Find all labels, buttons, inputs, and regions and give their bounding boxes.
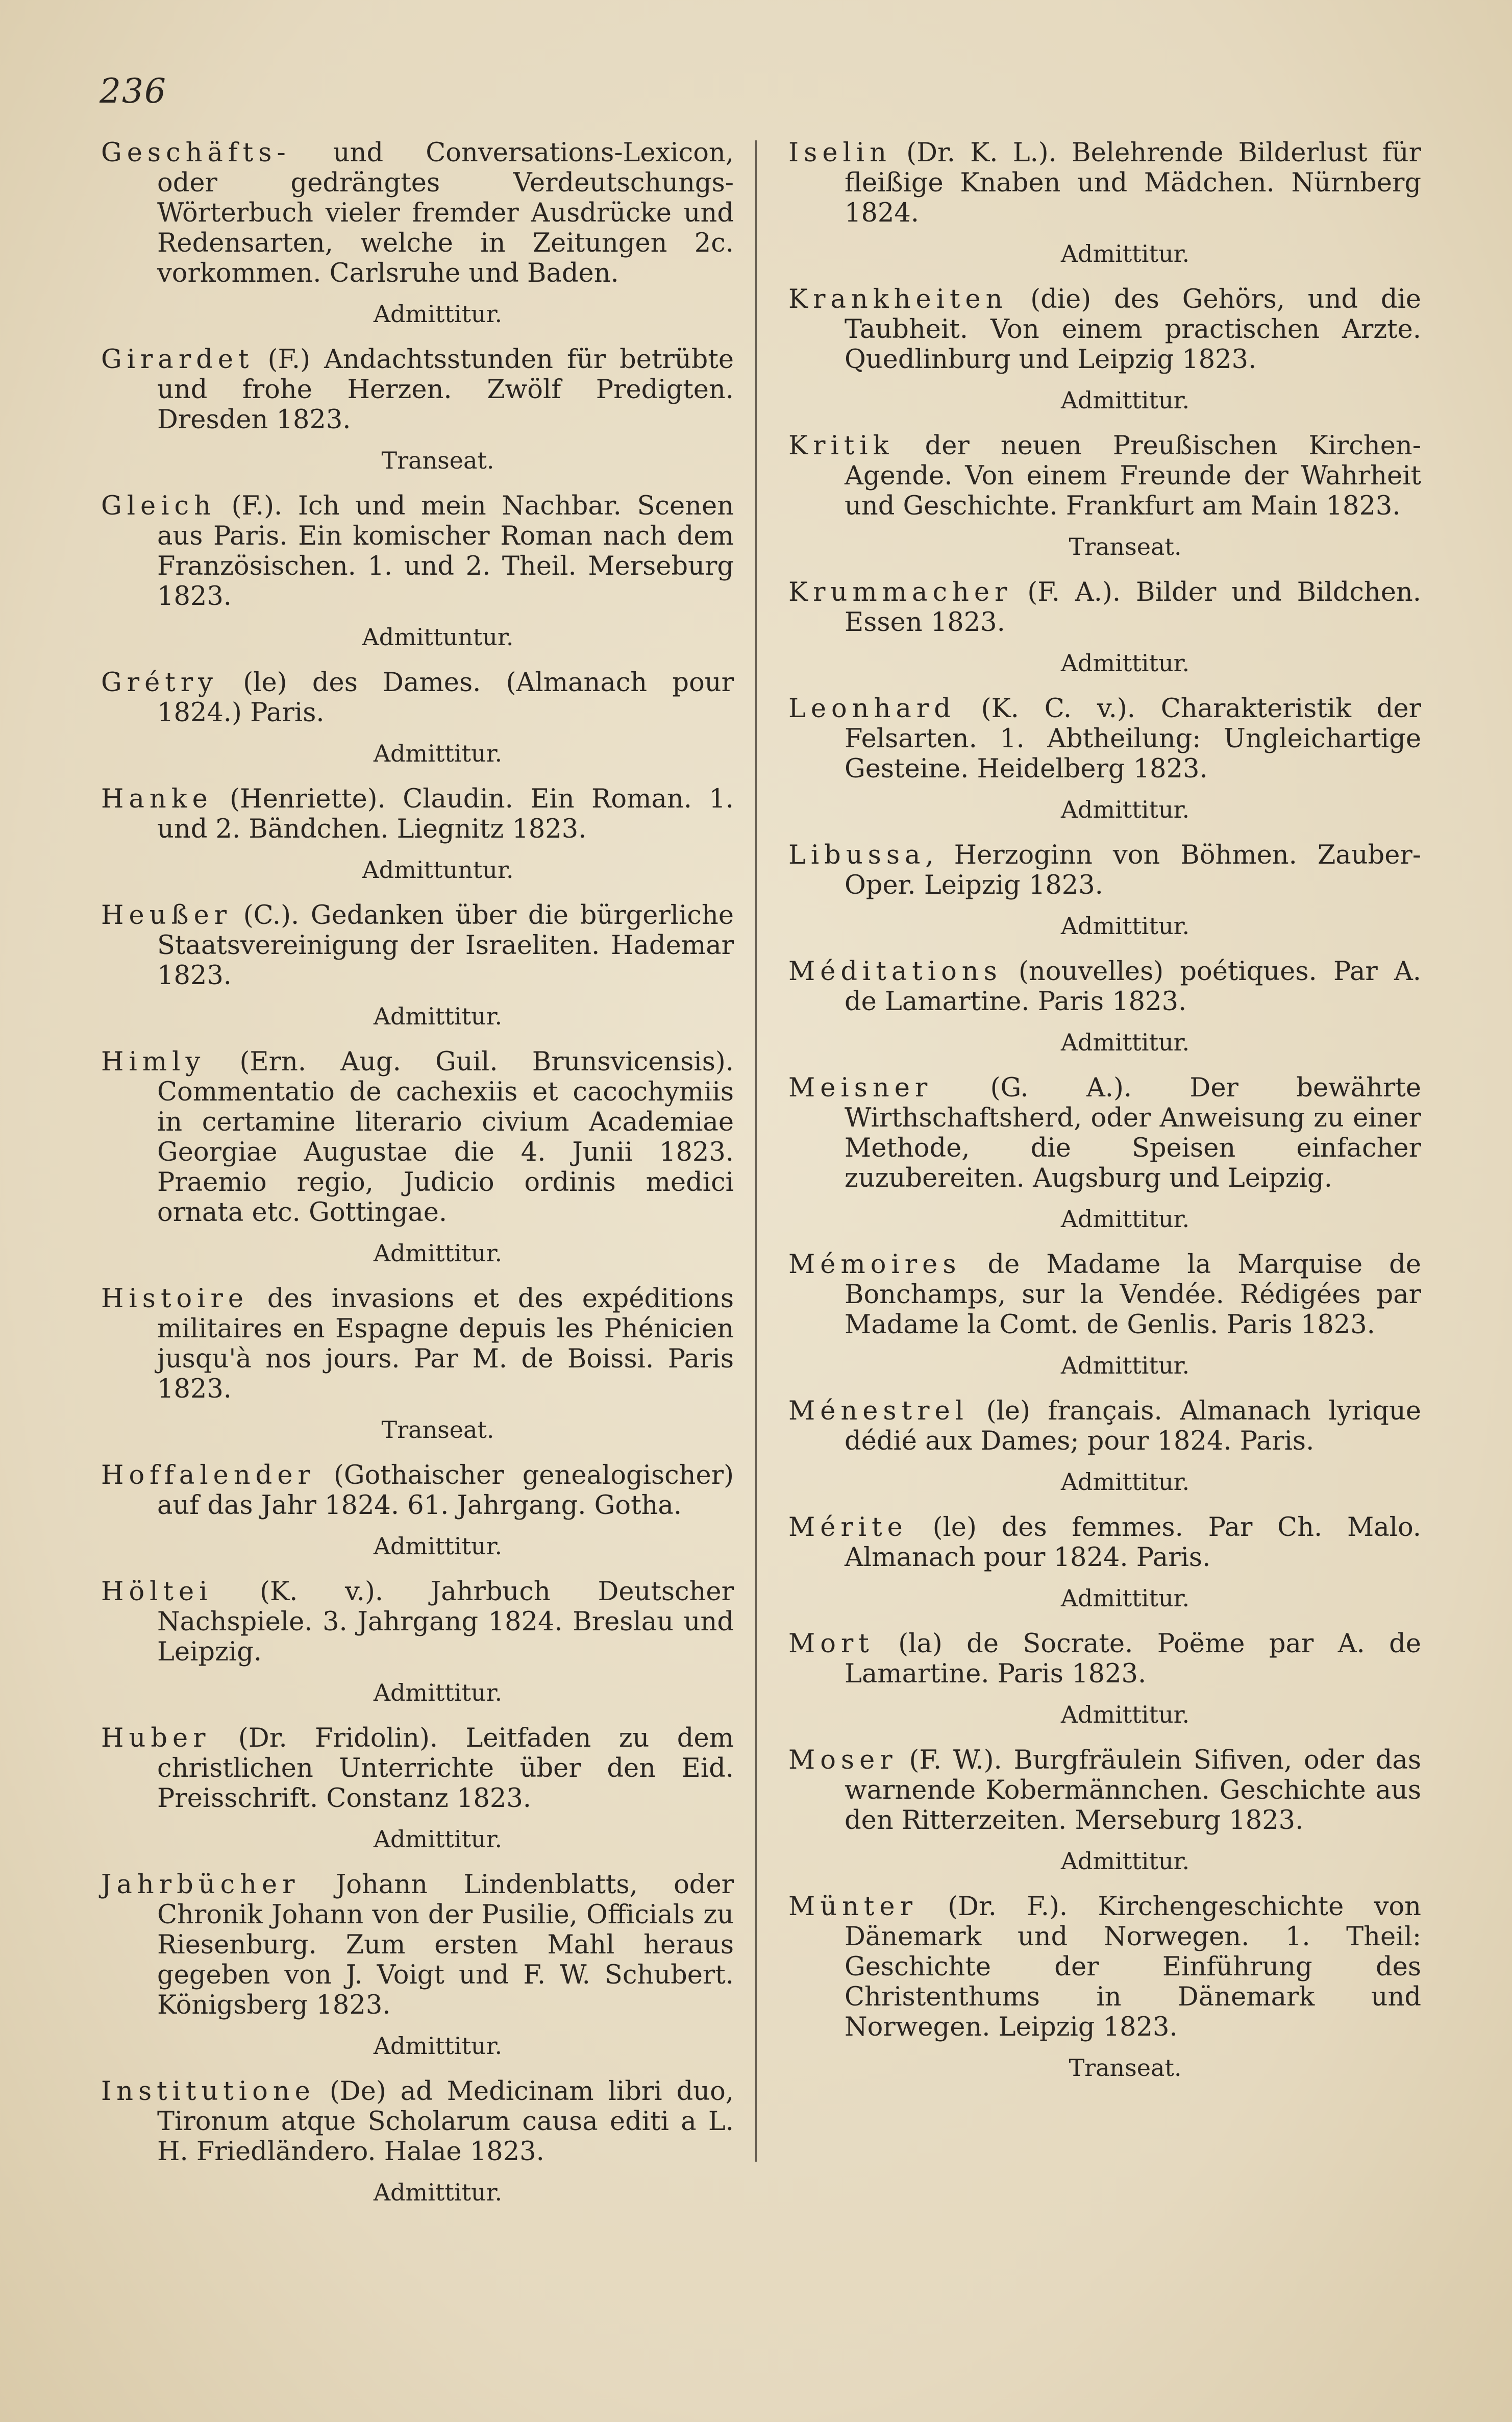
- entry-verdict: Transeat.: [1069, 533, 1182, 560]
- entry-heading: Gleich: [101, 491, 216, 521]
- entry-verdict: Admittitur.: [1060, 649, 1190, 677]
- catalog-entry: [788, 840, 1421, 940]
- entry-heading: Krankheiten: [788, 284, 1008, 314]
- catalog-entry: [101, 491, 734, 651]
- catalog-entry: [788, 957, 1421, 1057]
- entry-heading: Krummacher: [788, 577, 1012, 607]
- entry-verdict: Admittitur.: [1060, 1847, 1190, 1875]
- entry-body: (De) ad Medicinam libri duo, Tironum atque Scholarum causa editi a L. H. Friedländero. Halae 1823.: [157, 2076, 734, 2167]
- entry-body: de Madame la Marquise de Bonchamps, sur la Vendée. Rédigées par Madame la Comt. de Genlis. Paris 1823.: [845, 1250, 1421, 1340]
- entry-verdict: Admittitur.: [373, 2179, 503, 2206]
- catalog-entry: [101, 668, 734, 768]
- entry-body: , Herzoginn von Böhmen. Zauber-Oper. Leipzig 1823.: [845, 840, 1421, 900]
- entry-verdict: Admittitur.: [1060, 1584, 1190, 1612]
- entry-verdict: Transeat.: [381, 1416, 494, 1444]
- entry-verdict: Admittitur.: [1060, 1701, 1190, 1728]
- entry-heading: Kritik: [788, 431, 894, 461]
- entry-verdict: Admittitur.: [1060, 1352, 1190, 1379]
- entry-text: [788, 1745, 1421, 1836]
- entry-heading: Himly: [101, 1047, 206, 1077]
- entry-heading: Girardet: [101, 345, 254, 375]
- entry-heading: Huber: [101, 1723, 211, 1753]
- entry-verdict: Admittitur.: [373, 1239, 503, 1267]
- entry-verdict: Admittitur.: [373, 1002, 503, 1030]
- entry-verdict: Admittitur.: [1060, 912, 1190, 940]
- entry-text: [788, 957, 1421, 1017]
- catalog-entry: [788, 1250, 1421, 1380]
- entry-verdict: Admittitur.: [373, 2032, 503, 2060]
- catalog-entry: [101, 1047, 734, 1267]
- catalog-entry: [101, 345, 734, 475]
- entry-verdict: Admittitur.: [1060, 796, 1190, 823]
- entry-body: (Dr. F.). Kirchengeschichte von Dänemark und Norwegen. 1. Theil: Geschichte der Einführung des Christenthums in Dänemark und Norwegen. Leipzig 1823.: [845, 1892, 1421, 2042]
- entry-body: der neuen Preußischen Kirchen-Agende. Von einem Freunde der Wahrheit und Geschichte. Frankfurt am Main 1823.: [845, 431, 1421, 521]
- entry-text: [788, 431, 1421, 521]
- entry-body: (Henriette). Claudin. Ein Roman. 1. und 2. Bändchen. Liegnitz 1823.: [157, 784, 734, 844]
- entry-text: [101, 2076, 734, 2167]
- entry-heading: Geschäfts-: [101, 138, 291, 168]
- entry-text: [101, 784, 734, 844]
- entry-verdict: Admittitur.: [373, 1825, 503, 1853]
- entry-verdict: Admittitur.: [373, 740, 503, 767]
- entry-text: [788, 138, 1421, 228]
- entry-body: (le) des femmes. Par Ch. Malo. Almanach pour 1824. Paris.: [845, 1512, 1421, 1573]
- entry-body: (F. A.). Bilder und Bildchen. Essen 1823.: [845, 577, 1421, 638]
- entry-text: [101, 1577, 734, 1667]
- entry-body: (Dr. K. L.). Belehrende Bilderlust für fleißige Knaben und Mädchen. Nürnberg 1824.: [845, 138, 1421, 228]
- entry-text: [788, 840, 1421, 900]
- entry-heading: Hanke: [101, 784, 213, 814]
- entry-text: [788, 1512, 1421, 1573]
- entry-heading: Jahrbücher: [101, 1870, 300, 1900]
- entry-heading: Münter: [788, 1892, 918, 1922]
- entry-verdict: Admittitur.: [1060, 386, 1190, 414]
- catalog-entry: [788, 577, 1421, 677]
- entry-body: und Conversations-Lexicon, oder gedrängtes Verdeutschungs-Wörterbuch vieler fremder Ausdrücke und Redensarten, welche in Zeitungen 2c. vorkommen. Carlsruhe und Baden.: [157, 138, 734, 288]
- left-column: [101, 138, 734, 2223]
- catalog-entry: [101, 1577, 734, 1707]
- catalog-entry: [788, 284, 1421, 414]
- entry-text: [101, 1460, 734, 1521]
- catalog-entry: [101, 1460, 734, 1560]
- entry-heading: Höltei: [101, 1577, 213, 1607]
- column-divider: [755, 140, 757, 2162]
- catalog-entry: [101, 2076, 734, 2207]
- entry-text: [788, 1396, 1421, 1456]
- entry-text: [101, 1870, 734, 2020]
- entry-body: (F.). Ich und mein Nachbar. Scenen aus Paris. Ein komischer Roman nach dem Französischen. 1. und 2. Theil. Merseburg 1823.: [157, 491, 734, 611]
- catalog-entry: [788, 1629, 1421, 1729]
- catalog-entry: [101, 900, 734, 1031]
- entry-text: [101, 345, 734, 435]
- entry-body: (Gothaischer genealogischer) auf das Jahr 1824. 61. Jahrgang. Gotha.: [157, 1460, 734, 1521]
- entry-heading: Méditations: [788, 957, 1002, 987]
- entry-heading: Grétry: [101, 668, 218, 698]
- entry-body: (C.). Gedanken über die bürgerliche Staatsvereinigung der Israeliten. Hademar 1823.: [157, 900, 734, 991]
- entry-text: [101, 668, 734, 728]
- entry-text: [788, 284, 1421, 375]
- entry-verdict: Admittitur.: [1060, 1029, 1190, 1056]
- entry-body: (K. v.). Jahrbuch Deutscher Nachspiele. 3. Jahrgang 1824. Breslau und Leipzig.: [157, 1577, 734, 1667]
- entry-verdict: Transeat.: [381, 447, 494, 474]
- entry-verdict: Admittitur.: [373, 1532, 503, 1560]
- entry-verdict: Transeat.: [1069, 2054, 1182, 2082]
- entry-body: (F.) Andachtsstunden für betrübte und frohe Herzen. Zwölf Predigten. Dresden 1823.: [157, 345, 734, 435]
- entry-text: [101, 1284, 734, 1404]
- entry-body: (Dr. Fridolin). Leitfaden zu dem christlichen Unterrichte über den Eid. Preisschrift. Constanz 1823.: [157, 1723, 734, 1814]
- entry-heading: Libussa: [788, 840, 926, 870]
- catalog-entry: [788, 1512, 1421, 1612]
- entry-text: [101, 491, 734, 611]
- entry-body: (K. C. v.). Charakteristik der Felsarten. 1. Abtheilung: Ungleichartige Gesteine. Heidelberg 1823.: [845, 694, 1421, 784]
- entry-text: [788, 577, 1421, 638]
- entry-body: (die) des Gehörs, und die Taubheit. Von einem practischen Arzte. Quedlinburg und Leipzig 1823.: [845, 284, 1421, 375]
- entry-heading: Ménestrel: [788, 1396, 969, 1426]
- entry-verdict: Admittitur.: [373, 300, 503, 328]
- catalog-entry: [788, 138, 1421, 268]
- entry-text: [788, 1073, 1421, 1193]
- entry-heading: Hoffalender: [101, 1460, 315, 1490]
- entry-heading: Moser: [788, 1745, 898, 1775]
- entry-text: [788, 1629, 1421, 1689]
- catalog-entry: [101, 1723, 734, 1853]
- entry-heading: Mémoires: [788, 1250, 961, 1280]
- catalog-entry: [788, 1892, 1421, 2082]
- entry-verdict: Admittitur.: [1060, 1205, 1190, 1233]
- entry-verdict: Admittuntur.: [362, 623, 514, 651]
- catalog-entry: [101, 1870, 734, 2060]
- entry-verdict: Admittitur.: [1060, 1468, 1190, 1496]
- entry-text: [101, 900, 734, 991]
- entry-text: [101, 1723, 734, 1814]
- entry-text: [101, 1047, 734, 1228]
- right-column: [788, 138, 1421, 2098]
- entry-body: des invasions et des expéditions militaires en Espagne depuis les Phénicien jusqu'à nos jours. Par M. de Boissi. Paris 1823.: [157, 1284, 734, 1404]
- catalog-entry: [788, 1396, 1421, 1496]
- entry-body: (le) français. Almanach lyrique dédié aux Dames; pour 1824. Paris.: [845, 1396, 1421, 1456]
- entry-text: [788, 694, 1421, 784]
- entry-heading: Mérite: [788, 1512, 908, 1543]
- entry-heading: Institutione: [101, 2076, 315, 2107]
- entry-text: [788, 1892, 1421, 2042]
- catalog-entry: [788, 1745, 1421, 1875]
- entry-body: Johann Lindenblatts, oder Chronik Johann von der Pusilie, Officials zu Riesenburg. Zum ersten Mahl heraus gegeben von J. Voigt und F. W. Schubert. Königsberg 1823.: [157, 1870, 734, 2020]
- entry-heading: Meisner: [788, 1073, 933, 1103]
- entry-text: [788, 1250, 1421, 1340]
- catalog-entry: [101, 784, 734, 884]
- entry-heading: Heußer: [101, 900, 232, 931]
- entry-verdict: Admittitur.: [373, 1679, 503, 1706]
- entry-heading: Iselin: [788, 138, 891, 168]
- entry-verdict: Admittuntur.: [362, 856, 514, 884]
- page-number: 236: [100, 71, 167, 111]
- entry-body: (le) des Dames. (Almanach pour 1824.) Paris.: [157, 668, 734, 728]
- entry-heading: Mort: [788, 1629, 874, 1659]
- catalog-entry: [101, 1284, 734, 1444]
- catalog-entry: [101, 138, 734, 328]
- entry-body: (F. W.). Burgfräulein Sifiven, oder das warnende Kobermännchen. Geschichte aus den Ritterzeiten. Merseburg 1823.: [845, 1745, 1421, 1836]
- catalog-entry: [788, 1073, 1421, 1233]
- entry-body: (nouvelles) poétiques. Par A. de Lamartine. Paris 1823.: [845, 957, 1421, 1017]
- entry-heading: Leonhard: [788, 694, 956, 724]
- entry-body: (G. A.). Der bewährte Wirthschaftsherd, oder Anweisung zu einer Methode, die Speisen einfacher zuzubereiten. Augsburg und Leipzig.: [845, 1073, 1421, 1193]
- entry-heading: Histoire: [101, 1284, 249, 1314]
- entry-verdict: Admittitur.: [1060, 240, 1190, 267]
- catalog-entry: [788, 694, 1421, 824]
- entry-text: [101, 138, 734, 288]
- catalog-entry: [788, 431, 1421, 561]
- entry-body: (Ern. Aug. Guil. Brunsvicensis). Commentatio de cachexiis et cacochymiis in certamine literario civium Academiae Georgiae Augustae die 4. Junii 1823. Praemio regio, Judicio ordinis medici ornata etc. Gottingae.: [157, 1047, 734, 1228]
- entry-body: (la) de Socrate. Poëme par A. de Lamartine. Paris 1823.: [845, 1629, 1421, 1689]
